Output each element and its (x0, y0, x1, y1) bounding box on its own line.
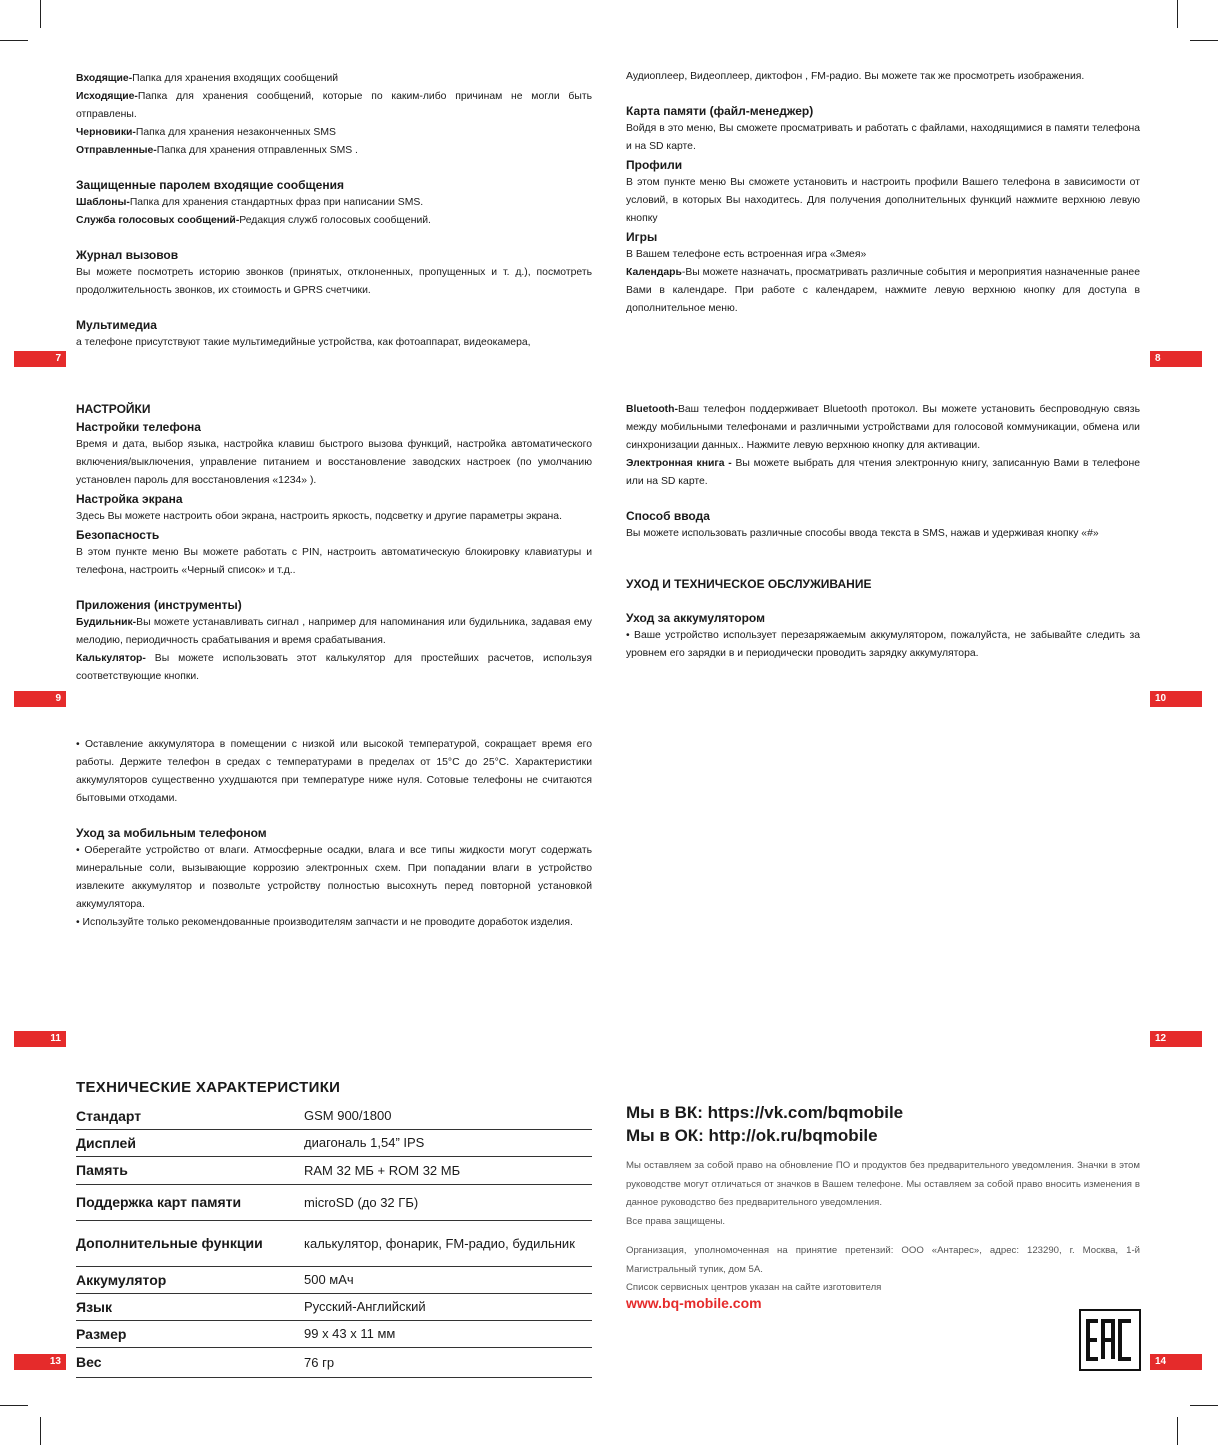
section-heading: НАСТРОЙКИ (76, 402, 151, 416)
page-number: 12 (1150, 1031, 1202, 1047)
page-7: Входящие-Папка для хранения входящих сообщений Исходящие-Папка для хранения сообщений, которые по каким-либо причинам не могли быть отправлены. Черновики-Папка для хранения незаконченных SMS Отправленные-Папка для хранения отправленных SMS . Защищенные паролем входящие сообщения Шаблоны-Папка для хранения стандартных фраз при написании SMS. Служба голосовых сообщений-Редакция служб голосовых сообщений. Журнал вызовов Вы можете посмотреть историю звонков (принятых, отклоненных, пропущенных и т. д.), посмотреть продолжительность звонков, их стоимость и GPRS счетчики. Мультимедиа а телефоне присутствуют такие мультимедийные устройства, как фотоаппарат, видеокамера, (76, 73, 592, 348)
section-heading: УХОД И ТЕХНИЧЕСКОЕ ОБСЛУЖИВАНИЕ (626, 577, 872, 591)
page-number: 10 (1150, 691, 1202, 707)
website-link[interactable]: www.bq-mobile.com (626, 1295, 762, 1311)
page-number: 8 (1150, 351, 1202, 367)
table-row: Поддержка карт памяти microSD (до 32 ГБ) (76, 1184, 592, 1220)
spec-table (76, 1103, 592, 1378)
table-row: Дисплей диагональ 1,54” IPS (76, 1129, 592, 1156)
page-number: 14 (1150, 1354, 1202, 1370)
notice: Мы оставляем за собой право на обновление ПО и продуктов без предварительного уведомления. Значки в этом руководстве могут отличаться от значков в Вашем телефоне. Мы оставляем за собой право вносить изменения в данное руководство без предварительного уведомления. Все права защищены. (626, 1160, 1140, 1227)
ok-link[interactable]: Мы в ОК: http://ok.ru/bqmobile (626, 1126, 878, 1145)
spec-title: ТЕХНИЧЕСКИЕ ХАРАКТЕРИСТИКИ (76, 1079, 341, 1096)
crop-mark (1177, 0, 1178, 28)
page-11: • Оставление аккумулятора в помещении с низкой или высокой температурой, сокращает время его работы. Держите телефон в средах с температурами в пределах от 15°C до 25°C. Характеристики аккумуляторов существенно ухудшаются при температуре ниже нуля. Сотовые телефоны не считаются бытовыми отходами. Уход за мобильным телефоном • Оберегайте устройство от влаги. Атмосферные осадки, влага и все типы жидкости могут содержать минеральные соли, вызывающие коррозию электронных схем. При попадании влаги в устройство извлеките аккумулятор и позвольте устройству полностью высохнуть перед повторной установкой аккумулятора. • Используйте только рекомендованные производителям запчасти и не проводите доработок изделия. (76, 739, 592, 928)
crop-mark (1190, 40, 1218, 41)
page-8: Аудиоплеер, Видеоплеер, диктофон , FM-радио. Вы можете так же просмотреть изображения. Карта памяти (файл-менеджер) Войдя в это меню, Вы сможете просматривать и работать с файлами, находящимися в памяти телефона и на SD карте. Профили В этом пункте меню Вы сможете установить и настроить профили Вашего телефона в зависимости от условий, в которых Вы находитесь. Для получения дополнительных функций нажмите верхнюю левую кнопку Игры В Вашем телефоне есть встроенная игра «Змея» Календарь-Вы можете назначать, просматривать различные события и мероприятия назначенные ранее Вами в календаре. При работе с календарем, нажмите левую верхнюю кнопку для доступа в дополнительное меню. (626, 71, 1140, 314)
table-row: Вес 76 гр (76, 1347, 592, 1377)
table-row: Стандарт GSM 900/1800 (76, 1103, 592, 1129)
table-row: Дополнительные функции калькулятор, фонарик, FM-радио, будильник (76, 1220, 592, 1266)
crop-mark (0, 1405, 28, 1406)
section-heading: Уход за мобильным телефоном (76, 826, 267, 840)
table-row: Язык Русский-Английский (76, 1293, 592, 1320)
section-heading: Защищенные паролем входящие сообщения (76, 178, 344, 192)
crop-mark (1177, 1417, 1178, 1445)
label: Входящие- (76, 73, 133, 84)
section-heading: Уход за аккумулятором (626, 611, 765, 625)
section-heading: Журнал вызовов (76, 248, 179, 262)
table-row: Размер 99 x 43 x 11 мм (76, 1320, 592, 1347)
section-heading: Игры (626, 230, 658, 244)
section-heading: Настройка экрана (76, 492, 183, 506)
organization: Организация, уполномоченная на принятие претензий: ООО «Антарес», адрес: 123290, г. Москва, 1-й Магистральный тупик, дом 5А. Список сервисных центров указан на сайте изготовителя (626, 1245, 1140, 1293)
section-heading: Профили (626, 158, 683, 172)
table-row: Память RAM 32 МБ + ROM 32 МБ (76, 1156, 592, 1184)
section-heading: Настройки телефона (76, 420, 201, 434)
page-number: 7 (14, 351, 66, 367)
vk-link[interactable]: Мы в ВК: https://vk.com/bqmobile (626, 1103, 904, 1122)
section-heading: Карта памяти (файл-менеджер) (626, 104, 814, 118)
crop-mark (1190, 1405, 1218, 1406)
eac-logo (1079, 1309, 1141, 1371)
page-number: 9 (14, 691, 66, 707)
crop-mark (40, 1417, 41, 1445)
crop-mark (40, 0, 41, 28)
page-9: НАСТРОЙКИ Настройки телефона Время и дата, выбор языка, настройка клавиш быстрого вызова функций, настройка автоматического включения/выключения, управление питанием и восстановление заводских настроек (по умолчанию установлен пароль для восстановления «1234» ). Настройка экрана Здесь Вы можете настроить обои экрана, настроить яркость, подсветку и другие параметры экрана. Безопасность В этом пункте меню Вы можете работать с PIN, настроить автоматическую блокировку клавиатуры и телефона, настроить «Черный список» и т.д.. Приложения (инструменты) Будильник-Вы можете устанавливать сигнал , например для напоминания или будильника, задавая ему мелодию, периодичность срабатывания и время срабатывания. Калькулятор- Вы можете использовать этот калькулятор для простейших расчетов, используя соответствующие кнопки. (76, 402, 592, 682)
section-heading: Безопасность (76, 528, 160, 542)
crop-mark (0, 40, 28, 41)
table-row: Аккумулятор 500 мАч (76, 1266, 592, 1293)
social-links (626, 1101, 903, 1147)
page-10: Bluetooth-Ваш телефон поддерживает Bluetooth протокол. Вы можете установить беспроводную связь между мобильными телефонами и различными устройствами для голосовой коммуникации, обмена или синхронизации данных.. Нажмите левую верхнюю кнопку для активации. Электронная книга - Вы можете выбрать для чтения электронную книгу, записанную Вами в телефоне или на SD карте. Способ ввода Вы можете использовать различные способы ввода текста в SMS, нажав и удерживая кнопку «#» УХОД И ТЕХНИЧЕСКОЕ ОБСЛУЖИВАНИЕ Уход за аккумулятором • Ваше устройство использует перезаряжаемым аккумулятором, пожалуйста, не забывайте следить за уровнем его зарядки в и периодически проводить зарядку аккумулятора. (626, 404, 1140, 659)
section-heading: Мультимедиа (76, 318, 157, 332)
page-number: 11 (14, 1031, 66, 1047)
section-heading: Приложения (инструменты) (76, 598, 242, 612)
section-heading: Способ ввода (626, 509, 710, 523)
eac-mark-icon (1084, 1317, 1136, 1363)
page-number: 13 (14, 1354, 66, 1370)
